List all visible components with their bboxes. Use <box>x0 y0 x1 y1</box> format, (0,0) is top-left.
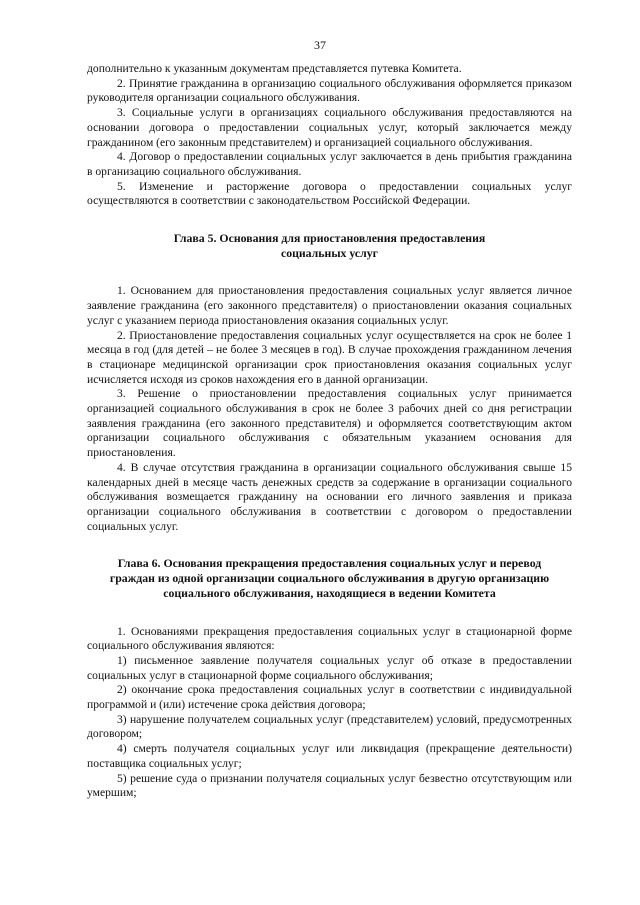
chapter-5-heading <box>87 231 572 260</box>
list-item: 3) нарушение получателем социальных услуг (представителем) условий, предусмотренных договором; <box>87 712 572 741</box>
list-item: 1) письменное заявление получателя социальных услуг об отказе в предоставлении социальных услуг в стационарной форме социального обслуживания; <box>87 653 572 682</box>
chapter-5-title-line-2: социальных услуг <box>280 245 379 260</box>
paragraph: дополнительно к указанным документам представляется путевка Комитета. <box>87 62 462 75</box>
chapter-5-title-line-1: Глава 5. Основания для приостановления предоставления <box>173 231 486 246</box>
paragraph: 1. Основаниями прекращения предоставления социальных услуг в стационарной форме социального обслуживания являются: <box>87 624 572 653</box>
list-item: 4) смерть получателя социальных услуг или ликвидация (прекращение деятельности) поставщика социальных услуг; <box>87 742 572 770</box>
paragraph: 3. Социальные услуги в организациях социального обслуживания предоставляются на основании договора о предоставлении социальных услуг, который заключается между гражданином (его законным представителем) и организацией социального обслуживания. <box>87 106 572 149</box>
paragraph: 4. В случае отсутствия гражданина в организации социального обслуживания свыше 15 календарных дней в месяце часть денежных средств за содержание в организации социального обслуживания возмещается гражданину на основании его личного заявления и приказа организации социального обслуживания в соответствии с договором о предоставлении социальных услуг. <box>87 460 572 533</box>
paragraph: 5. Изменение и расторжение договора о предоставлении социальных услуг осуществляются в соответствии с законодательством Российской Федерации. <box>87 179 572 208</box>
chapter-6-title-line-1: Глава 6. Основания прекращения предоставления социальных услуг и перевод <box>117 556 542 571</box>
page-number: 37 <box>314 38 326 52</box>
chapter-6-title-line-3: социального обслуживания, находящиеся в ведении Комитета <box>163 585 496 600</box>
paragraph: 2. Приостановление предоставления социальных услуг осуществляется на срок не более 1 месяца в год (для детей – не более 3 месяцев в год). В случае прохождения гражданином лечения в стационаре медицинской организации срок приостановления оказания социальных услуг исчисляется исходя из сроков нахождения его в данной организации. <box>87 328 572 386</box>
list-item: 5) решение суда о признании получателя социальных услуг безвестно отсутствующим или умершим; <box>87 771 572 800</box>
chapter-6-heading <box>87 556 572 600</box>
paragraph: 4. Договор о предоставлении социальных услуг заключается в день прибытия гражданина в организацию социального обслуживания. <box>87 150 572 178</box>
page-content <box>87 62 572 801</box>
paragraph: 2. Принятие гражданина в организацию социального обслуживания оформляется приказом руководителя организации социального обслуживания. <box>87 76 572 105</box>
chapter-6-title-line-2: граждан из одной организации социального обслуживания в другую организацию <box>109 571 550 586</box>
list-item: 2) окончание срока предоставления социальных услуг в соответствии с индивидуальной программой и (или) истечение срока действия договора; <box>87 683 572 712</box>
paragraph: 1. Основанием для приостановления предоставления социальных услуг является личное заявление гражданина (его законного представителя) о приостановлении оказания социальных услуг с указанием периода приостановления оказания социальных услуг. <box>87 284 572 327</box>
paragraph: 3. Решение о приостановлении предоставления социальных услуг принимается организацией социального обслуживания в срок не более 3 рабочих дней со дня регистрации заявления гражданина (его законного представителя) и оформляется соответствующим актом организации социального обслуживания с обязательным указанием основания для приостановления. <box>87 387 572 460</box>
